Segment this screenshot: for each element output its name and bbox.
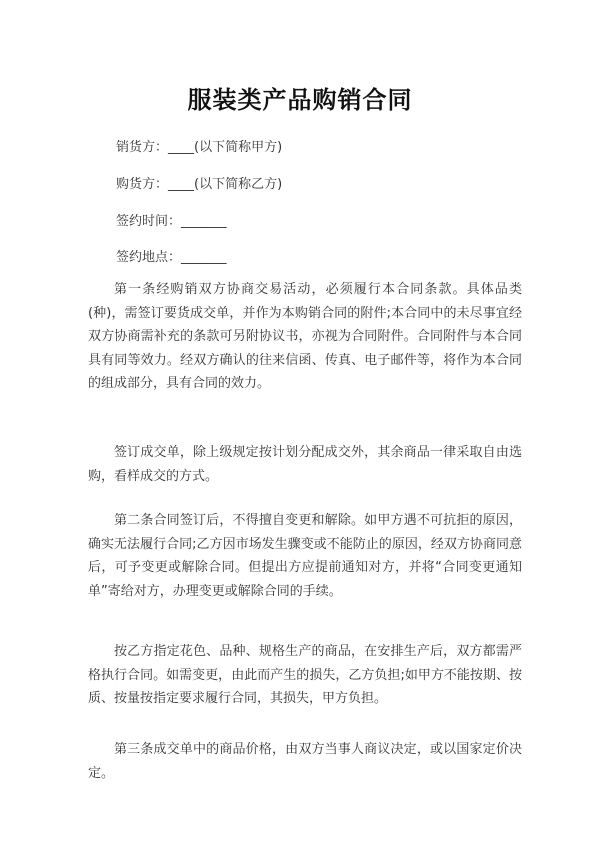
signing-time-field: 签约时间：_______ — [116, 214, 227, 229]
article-3-paragraph: 第三条成交单中的商品价格，由双方当事人商议决定，或以国家定价决定。 — [88, 742, 522, 781]
production-paragraph: 按乙方指定花色、品种、规格生产的商品，在安排生产后，双方都需严格执行合同。如需变更，由此而产生的损失，乙方负担;如甲方不能按期、按质、按量按指定要求履行合同，其损失，甲方负担。 — [88, 644, 522, 706]
page-title: 服装类产品购销合同 — [187, 86, 413, 114]
signing-place-field: 签约地点：_______ — [116, 250, 227, 265]
article-2-paragraph: 第二条合同签订后，不得擅自变更和解除。如甲方遇不可抗拒的原因，确实无法履行合同;乙方因市场发生骤变或不能防止的原因，经双方协商同意后，可予变更或解除合同。但提出方应提前通知对方，并将“合同变更通知单”寄给对方，办理变更或解除合同的手续。 — [88, 513, 522, 599]
buyer-field: 购货方：____(以下简称乙方) — [116, 177, 283, 192]
article-1-paragraph: 第一条经购销双方协商交易活动，必须履行本合同条款。具体品类(种)，需签订要货成交单，并作为本购销合同的附件;本合同中的未尽事宜经双方协商需补充的条款可另附协议书，亦视为合同附件。合同附件与本合同具有同等效力。经双方确认的往来信函、传真、电子邮件等，将作为本合同的组成部分，具有合同的效力。 — [88, 282, 522, 391]
seller-field: 销货方：____(以下简称甲方) — [116, 140, 283, 155]
order-form-paragraph: 签订成交单，除上级规定按计划分配成交外，其余商品一律采取自由选购，看样成交的方式。 — [88, 445, 522, 484]
